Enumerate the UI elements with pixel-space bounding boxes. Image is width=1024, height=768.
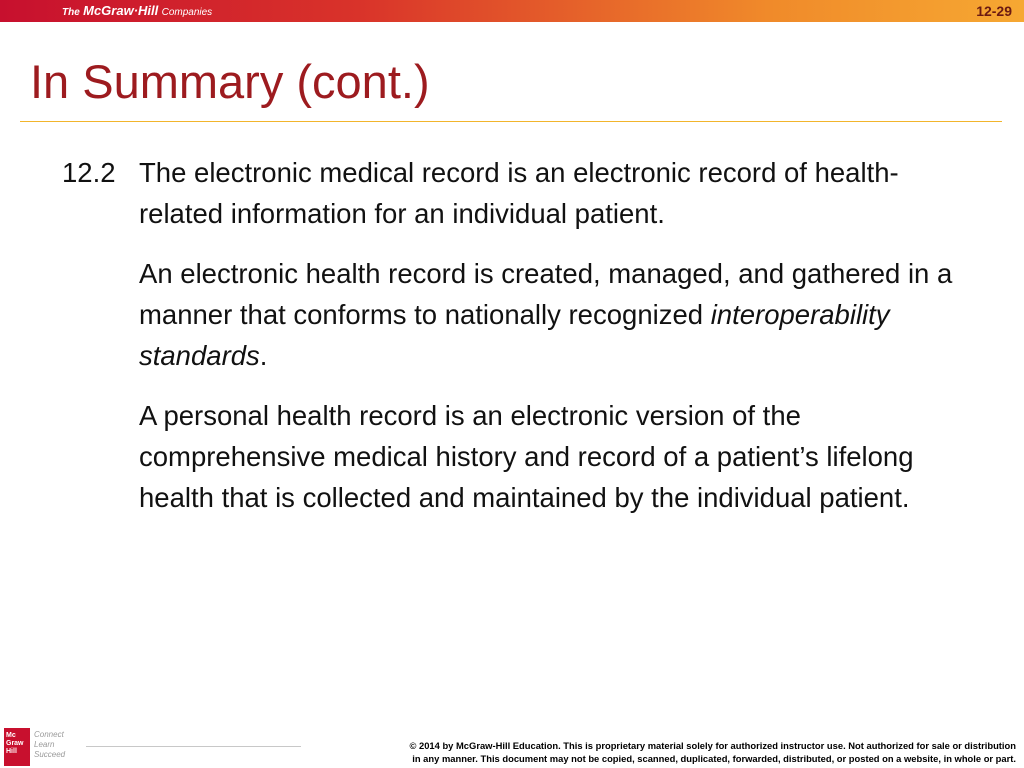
publisher-logo	[62, 3, 212, 19]
slide-title: In Summary (cont.)	[30, 55, 430, 108]
paragraph-ehr-text: An electronic health record is created, managed, and gathered in a manner that conforms to nationally recognized	[139, 258, 953, 330]
paragraph-ehr	[62, 253, 982, 376]
interoperability-term: interoperability standards	[139, 299, 890, 371]
title-divider	[20, 121, 1002, 122]
paragraph-ehr-end: .	[259, 340, 268, 371]
footer-divider	[86, 746, 301, 747]
paragraph-phr: A personal health record is an electronic version of the comprehensive medical history and record of a patient’s lifelong health that is collected and maintained by the individual patient.	[139, 400, 914, 513]
footer-logo	[4, 728, 84, 766]
header-bar	[0, 0, 1024, 22]
brand-name: McGraw·Hill	[83, 3, 159, 18]
slide-number: 12-29	[976, 3, 1012, 19]
paragraph-emr: The electronic medical record is an electronic record of health-related information for an individual patient.	[139, 157, 899, 229]
tagline: Connect Learn Succeed	[34, 730, 66, 759]
logo-text: Mc Graw Hill	[6, 732, 24, 755]
brand-companies: Companies	[161, 7, 213, 18]
brand-the: The	[62, 7, 80, 18]
item-number: 12.2	[62, 157, 116, 188]
mcgraw-hill-logo	[4, 728, 30, 766]
summary-item	[62, 152, 982, 234]
copyright-line-1: © 2014 by McGraw-Hill Education. This is proprietary material solely for authorized instructor use. Not authorized for sale or distribution	[409, 740, 1016, 751]
slide-body	[62, 152, 982, 537]
copyright-line-2: in any manner. This document may not be copied, scanned, duplicated, forwarded, distributed, or posted on a website, in whole or part.	[412, 753, 1016, 764]
copyright-notice	[316, 739, 1016, 765]
